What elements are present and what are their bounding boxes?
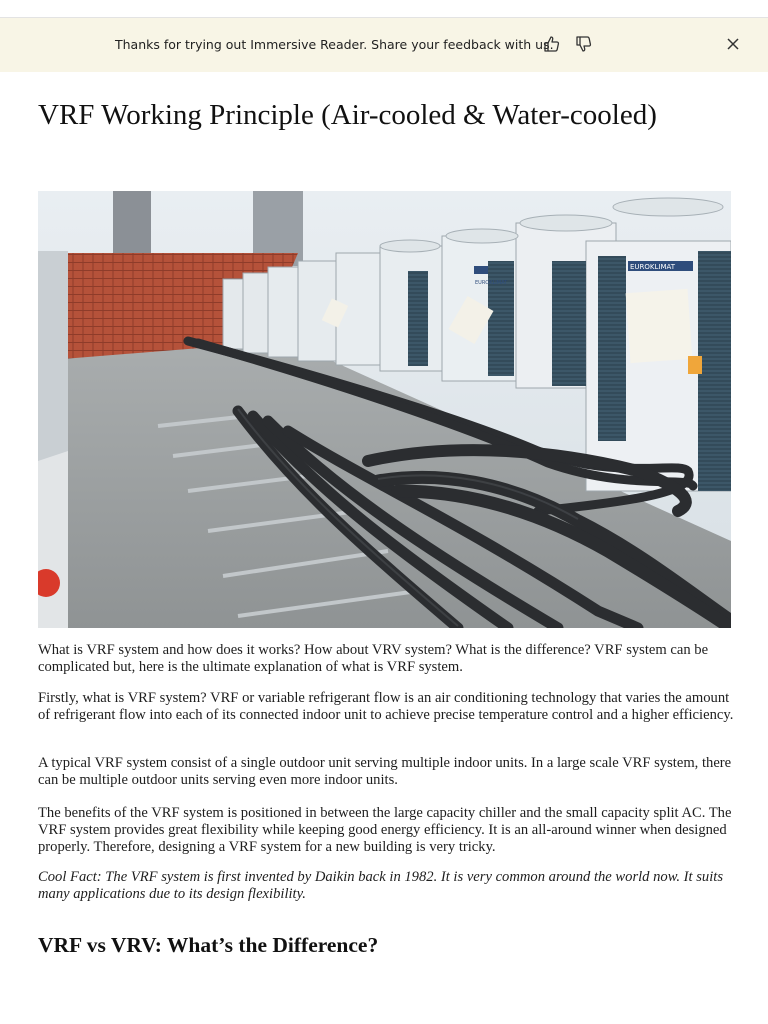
thumbs-up-icon[interactable] — [542, 34, 562, 54]
paragraph-cool-fact: Cool Fact: The VRF system is first invented by Daikin back in 1982. It is very common around the world now. It suits many applications due to its design flexibility. — [38, 869, 724, 902]
paragraph-typical-system: A typical VRF system consist of a single outdoor unit serving multiple indoor units. In a large scale VRF system, there can be multiple outdoor units serving even more indoor units. — [38, 755, 732, 788]
top-bar — [0, 0, 768, 18]
rooftop-vrf-units-photo — [38, 191, 731, 628]
unit-brand-label: EUROKLIMAT — [630, 263, 676, 271]
hero-image — [38, 191, 731, 628]
feedback-banner — [0, 18, 768, 72]
unit-brand-label-2: EUROKLIMAT — [475, 280, 508, 286]
close-icon[interactable] — [723, 34, 743, 54]
article-title: VRF Working Principle (Air-cooled & Water-cooled) — [38, 99, 657, 131]
paragraph-definition: Firstly, what is VRF system? VRF or variable refrigerant flow is an air conditioning technology that varies the amount of refrigerant flow into each of its connected indoor unit to achieve precise temperature control and a higher efficiency. — [38, 690, 734, 723]
paragraph-intro: What is VRF system and how does it works? How about VRV system? What is the difference? VRF system can be complicated but, here is the ultimate explanation of what is VRF system. — [38, 642, 709, 675]
section-heading: VRF vs VRV: What’s the Difference? — [38, 933, 379, 957]
banner-message: Thanks for trying out Immersive Reader. Share your feedback with us. — [115, 37, 554, 52]
paragraph-benefits: The benefits of the VRF system is positioned in between the large capacity chiller and the small capacity split AC. The VRF system provides great flexibility while keeping good energy efficiency. It is an all-around winner when designed properly. Therefore, designing a VRF system for a new building is very tricky. — [38, 805, 732, 855]
thumbs-down-icon[interactable] — [574, 34, 594, 54]
